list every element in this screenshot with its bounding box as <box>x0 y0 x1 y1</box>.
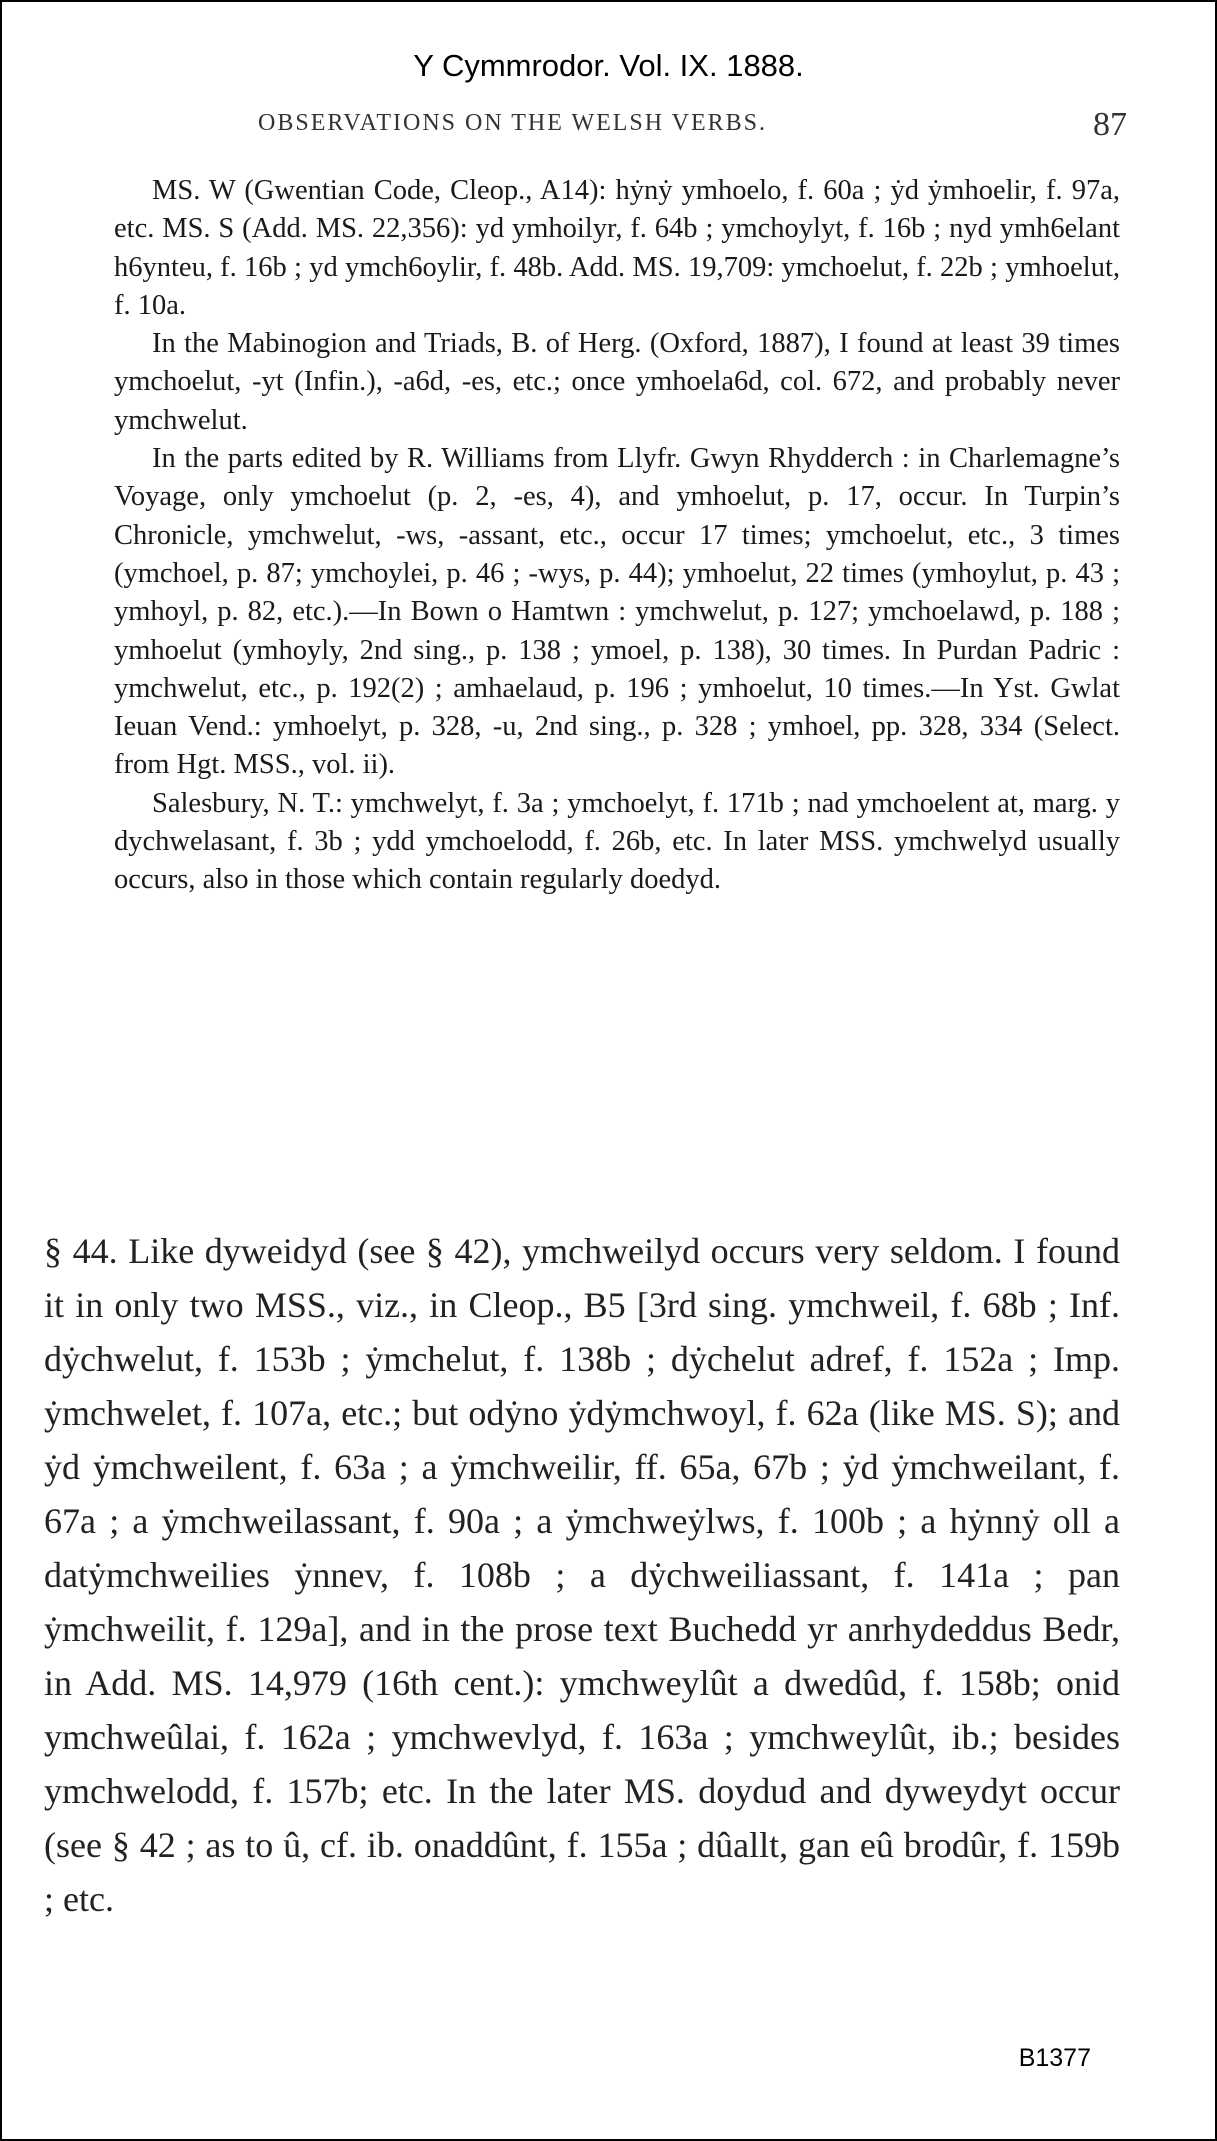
journal-title: Y Cymmrodor. Vol. IX. 1888. <box>413 48 804 83</box>
paragraph-ms-w: MS. W (Gwentian Code, Cleop., A14): hẏnẏ ymhoelo, f. 60a ; ẏd ẏmhoelir, f. 97a, etc. MS. S (Add. MS. 22,356): yd ymhoilyr, f. 64b ; ymchoylyt, f. 16b ; nyd ymh6elant h6ynteu, f. 16b ; yd ymch6oylir, f. 48b. Add. MS. 19,709: ymchoelut, f. 22b ; ymhoelut, f. 10a. <box>114 175 1120 321</box>
page-sigla: B1377 <box>1018 2044 1091 2072</box>
footnote-block <box>114 172 1120 900</box>
running-head: OBSERVATIONS ON THE WELSH VERBS. <box>258 110 768 136</box>
paragraph-salesbury: Salesbury, N. T.: ymchwelyt, f. 3a ; ymchoelyt, f. 171b ; nad ymchoelent at, marg. y dychwelasant, f. 3b ; ydd ymchoelodd, f. 26b, etc. In later MSS. ymchwelyd usually occurs, also in those which contain regularly doedyd. <box>114 787 1120 896</box>
paragraph-mabinogion: In the Mabinogion and Triads, B. of Herg. (Oxford, 1887), I found at least 39 times ymchoelut, -yt (Infin.), -a6d, -es, etc.; once ymhoela6d, col. 672, and probably never ymchwelut. <box>114 328 1120 436</box>
section-44-block <box>44 1224 1120 1926</box>
section-44-paragraph: § 44. Like dyweidyd (see § 42), ymchweilyd occurs very seldom. I found it in only two MSS., viz., in Cleop., B5 [3rd sing. ymchweil, f. 68b ; Inf. dẏchwelut, f. 153b ; ẏmchelut, f. 138b ; dẏchelut adref, f. 152a ; Imp. ẏmchwelet, f. 107a, etc.; but odẏno ẏdẏmchwoyl, f. 62a (like MS. S); and ẏd ẏmchweilent, f. 63a ; a ẏmchweilir, ff. 65a, 67b ; ẏd ẏmchweilant, f. 67a ; a ẏmchweilassant, f. 90a ; a ẏmchweẏlws, f. 100b ; a hẏnnẏ oll a datẏmchweilies ẏnnev, f. 108b ; a dẏchweiliassant, f. 141a ; pan ẏmchweilit, f. 129a], and in the prose text Buchedd yr anrhydeddus Bedr, in Add. MS. 14,979 (16th cent.): ymchweylût a dwedûd, f. 158b; onid ymchweûlai, f. 162a ; ymchwevlyd, f. 163a ; ymchweylût, ib.; besides ymchwelodd, f. 157b; etc. In the later MS. doydud and dyweydyt occur (see § 42 ; as to û, cf. ib. onaddûnt, f. 155a ; dûallt, gan eû brodûr, f. 159b ; etc. <box>44 1231 1120 1919</box>
paragraph-williams: In the parts edited by R. Williams from Llyfr. Gwyn Rhydderch : in Charlemagne’s Voyage, only ymchoelut (p. 2, -es, 4), and ymhoelut, p. 17, occur. In Turpin’s Chronicle, ymchwelut, -ws, -assant, etc., occur 17 times; ymchoelut, etc., 3 times (ymchoel, p. 87; ymchoylei, p. 46 ; -wys, p. 44); ymhoelut, 22 times (ymhoylut, p. 43 ; ymhoyl, p. 82, etc.).—In Bown o Hamtwn : ymchwelut, p. 127; ymchoelawd, p. 188 ; ymhoelut (ymhoyly, 2nd sing., p. 138 ; ymoel, p. 138), 30 times. In Purdan Padric : ymchwelut, etc., p. 192(2) ; amhaelaud, p. 196 ; ymhoelut, 10 times.—In Yst. Gwlat Ieuan Vend.: ymhoelyt, p. 328, -u, 2nd sing., p. 328 ; ymhoel, pp. 328, 334 (Select. from Hgt. MSS., vol. ii). <box>114 443 1120 781</box>
page-number: 87 <box>1093 106 1127 143</box>
